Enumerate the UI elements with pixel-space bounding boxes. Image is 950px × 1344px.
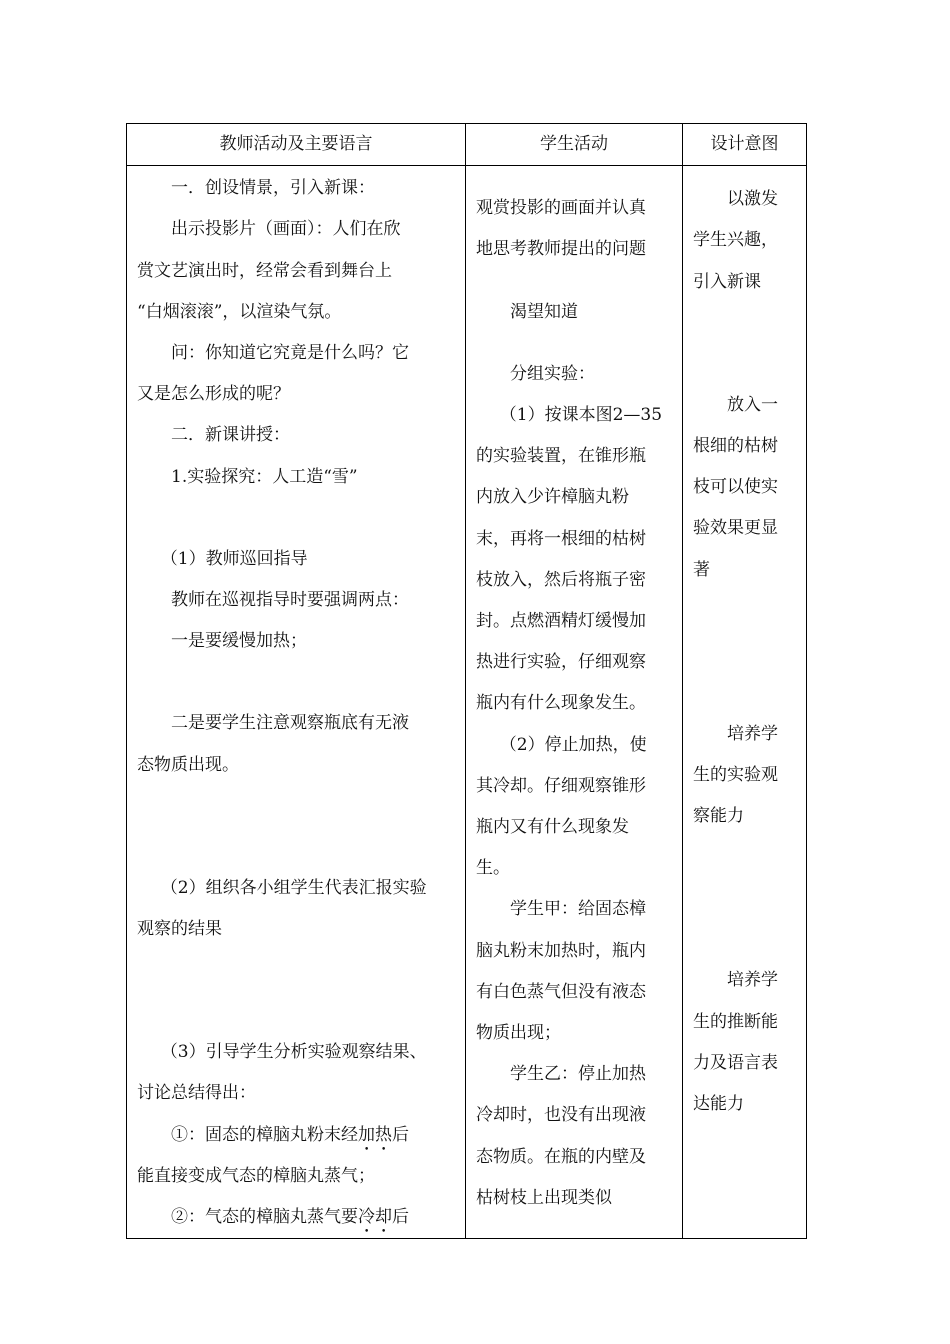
student-line: 分组实验： bbox=[510, 363, 595, 384]
student-line: 生。 bbox=[476, 858, 510, 879]
student-line: 枝放入，然后将瓶子密 bbox=[476, 569, 646, 590]
student-line: 末，再将一根细的枯树 bbox=[476, 528, 646, 549]
design-column bbox=[683, 166, 807, 1239]
student-line: 瓶内有什么现象发生。 bbox=[476, 693, 646, 714]
teacher-line: （2）组织各小组学生代表汇报实验 bbox=[160, 877, 427, 898]
teacher-line: 问：你知道它究竟是什么吗？它 bbox=[171, 343, 409, 364]
student-line: 冷却时，也没有出现液 bbox=[476, 1105, 646, 1126]
student-line: 学生甲：给固态樟 bbox=[510, 899, 646, 920]
teacher-line: 一是要缓慢加热； bbox=[171, 631, 307, 652]
design-line: 放入一 bbox=[727, 394, 778, 415]
student-line: 其冷却。仔细观察锥形 bbox=[476, 775, 646, 796]
header-student: 学生活动 bbox=[466, 124, 683, 166]
teacher-line: 一．创设情景，引入新课： bbox=[171, 178, 375, 199]
student-line: 学生乙：停止加热 bbox=[510, 1064, 646, 1085]
design-line: 学生兴趣， bbox=[693, 230, 778, 251]
student-line: （2）停止加热，使 bbox=[499, 734, 647, 755]
student-line: 观赏投影的画面并认真 bbox=[476, 198, 646, 219]
design-line: 达能力 bbox=[693, 1094, 744, 1115]
student-line: （1）按课本图2—35 bbox=[499, 405, 663, 426]
teacher-line: 观察的结果 bbox=[137, 919, 222, 940]
design-line: 枝可以使实 bbox=[693, 477, 778, 498]
student-line: 地思考教师提出的问题 bbox=[476, 239, 646, 260]
design-line: 生的实验观 bbox=[693, 765, 778, 786]
content-row bbox=[127, 166, 807, 1239]
design-line: 培养学 bbox=[727, 970, 778, 991]
student-line: 热进行实验，仔细观察 bbox=[476, 652, 646, 673]
design-line: 根细的枯树 bbox=[693, 436, 778, 457]
design-line: 察能力 bbox=[693, 806, 744, 827]
student-line: 脑丸粉末加热时，瓶内 bbox=[476, 940, 646, 961]
teacher-line: ①：固态的樟脑丸粉末经加热后 bbox=[171, 1124, 409, 1145]
student-line: 物质出现； bbox=[476, 1023, 561, 1044]
header-teacher: 教师活动及主要语言 bbox=[127, 124, 466, 166]
teacher-line: ②：气态的樟脑丸蒸气要冷却后 bbox=[171, 1207, 409, 1228]
student-column bbox=[466, 166, 683, 1239]
design-line: 力及语言表 bbox=[693, 1052, 778, 1073]
student-line: 内放入少许樟脑丸粉 bbox=[476, 487, 629, 508]
design-line: 著 bbox=[693, 559, 710, 580]
student-line: 封。点燃酒精灯缓慢加 bbox=[476, 611, 646, 632]
student-line: 瓶内又有什么现象发 bbox=[476, 817, 629, 838]
student-line: 的实验装置，在锥形瓶 bbox=[476, 446, 646, 467]
header-design: 设计意图 bbox=[683, 124, 807, 166]
student-line: 渴望知道 bbox=[510, 301, 578, 322]
teacher-line: 二是要学生注意观察瓶底有无液 bbox=[171, 713, 409, 734]
design-line: 验效果更显 bbox=[693, 518, 778, 539]
teacher-line: （3）引导学生分析实验观察结果、 bbox=[160, 1042, 427, 1063]
lesson-plan-table bbox=[126, 123, 807, 1239]
student-line: 有白色蒸气但没有液态 bbox=[476, 981, 646, 1002]
teacher-line: 出示投影片（画面）：人们在欣 bbox=[171, 219, 401, 240]
teacher-column bbox=[127, 166, 466, 1239]
teacher-line: 赏文艺演出时，经常会看到舞台上 bbox=[137, 260, 392, 281]
teacher-line: 讨论总结得出： bbox=[137, 1083, 256, 1104]
teacher-line: （1）教师巡回指导 bbox=[160, 548, 308, 569]
teacher-line: 能直接变成气态的樟脑丸蒸气； bbox=[137, 1165, 375, 1186]
teacher-line: 1.实验探究：人工造“雪” bbox=[171, 466, 358, 487]
design-line: 引入新课 bbox=[693, 271, 761, 292]
design-line: 生的推断能 bbox=[693, 1011, 778, 1032]
teacher-line: 教师在巡视指导时要强调两点： bbox=[171, 590, 409, 611]
header-row bbox=[127, 124, 807, 166]
teacher-line: 二．新课讲授： bbox=[171, 425, 290, 446]
teacher-line: 态物质出现。 bbox=[137, 754, 239, 775]
design-line: 以激发 bbox=[727, 189, 778, 210]
student-line: 态物质。在瓶的内壁及 bbox=[476, 1146, 646, 1167]
teacher-line: “白烟滚滚”，以渲染气氛。 bbox=[137, 301, 342, 322]
student-line: 枯树枝上出现类似 bbox=[476, 1187, 612, 1208]
teacher-line: 又是怎么形成的呢？ bbox=[137, 384, 290, 405]
design-line: 培养学 bbox=[727, 723, 778, 744]
